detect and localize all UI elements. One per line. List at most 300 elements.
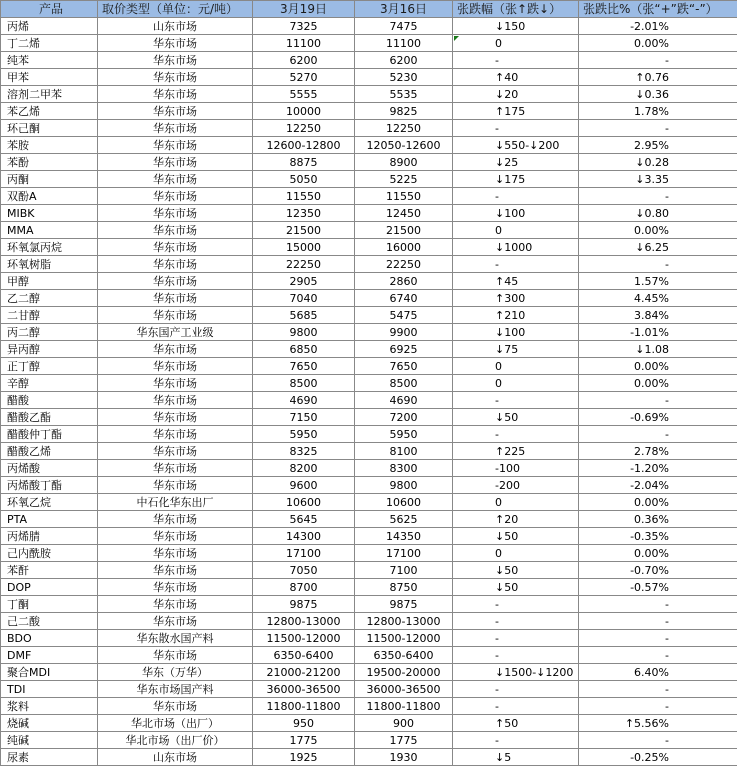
cell-price-previous[interactable]: 1930 [355, 749, 453, 766]
cell-product[interactable]: BDO [1, 630, 98, 647]
cell-product[interactable]: DOP [1, 579, 98, 596]
cell-price-current[interactable]: 8200 [253, 460, 355, 477]
table-row [1, 137, 737, 154]
cell-change-pct[interactable]: - [579, 732, 737, 749]
cell-change[interactable]: - [453, 426, 579, 443]
cell-market[interactable]: 华东市场 [98, 273, 253, 290]
cell-change[interactable]: - [453, 613, 579, 630]
cell-price-current[interactable]: 950 [253, 715, 355, 732]
cell-product[interactable]: 环氧氯丙烷 [1, 239, 98, 256]
cell-change[interactable]: ↓150 [453, 18, 579, 35]
cell-product[interactable]: 异丙醇 [1, 341, 98, 358]
cell-market[interactable]: 华东市场 [98, 613, 253, 630]
cell-price-current[interactable]: 21000-21200 [253, 664, 355, 681]
cell-product[interactable]: 丙酮 [1, 171, 98, 188]
table-row [1, 630, 737, 647]
cell-change[interactable]: 0 [453, 222, 579, 239]
cell-product[interactable]: 醋酸乙酯 [1, 409, 98, 426]
header-change-pct[interactable]: 张跌比%（张“+”跌“-”） [579, 1, 737, 18]
cell-change-pct[interactable]: 2.78% [579, 443, 737, 460]
cell-change[interactable]: - [453, 681, 579, 698]
cell-change[interactable]: ↓5 [453, 749, 579, 766]
cell-price-previous[interactable]: 1775 [355, 732, 453, 749]
cell-product[interactable]: 溶剂二甲苯 [1, 86, 98, 103]
cell-market[interactable]: 华东市场 [98, 477, 253, 494]
cell-change-pct[interactable]: 0.00% [579, 375, 737, 392]
cell-change[interactable]: - [453, 698, 579, 715]
cell-change-pct[interactable]: -1.01% [579, 324, 737, 341]
cell-change[interactable]: ↑40 [453, 69, 579, 86]
cell-change-pct[interactable]: - [579, 630, 737, 647]
cell-market[interactable]: 华东市场 [98, 239, 253, 256]
cell-market[interactable]: 华东市场 [98, 443, 253, 460]
cell-price-previous[interactable]: 2860 [355, 273, 453, 290]
cell-price-current[interactable]: 8500 [253, 375, 355, 392]
table-row [1, 324, 737, 341]
cell-market[interactable]: 华东市场 [98, 205, 253, 222]
cell-product[interactable]: 苯胺 [1, 137, 98, 154]
cell-market[interactable]: 华东市场 [98, 341, 253, 358]
cell-change[interactable]: ↑20 [453, 511, 579, 528]
cell-price-previous[interactable]: 900 [355, 715, 453, 732]
cell-price-previous[interactable]: 8900 [355, 154, 453, 171]
cell-change[interactable]: ↓50 [453, 562, 579, 579]
cell-product[interactable]: 二甘醇 [1, 307, 98, 324]
cell-market[interactable]: 华东市场 [98, 120, 253, 137]
cell-price-current[interactable]: 36000-36500 [253, 681, 355, 698]
cell-product[interactable]: 己内酰胺 [1, 545, 98, 562]
cell-market[interactable]: 华东市场 [98, 409, 253, 426]
cell-market[interactable]: 山东市场 [98, 749, 253, 766]
table-row [1, 647, 737, 664]
table-row [1, 120, 737, 137]
cell-price-current[interactable]: 12800-13000 [253, 613, 355, 630]
cell-price-current[interactable]: 6850 [253, 341, 355, 358]
cell-price-previous[interactable]: 16000 [355, 239, 453, 256]
cell-product[interactable]: 丙烯腈 [1, 528, 98, 545]
header-row [1, 1, 737, 18]
cell-price-previous[interactable]: 7475 [355, 18, 453, 35]
cell-price-previous[interactable]: 11100 [355, 35, 453, 52]
cell-price-previous[interactable]: 11800-11800 [355, 698, 453, 715]
cell-change-pct[interactable]: - [579, 681, 737, 698]
cell-change-pct[interactable]: 6.40% [579, 664, 737, 681]
cell-price-current[interactable]: 5270 [253, 69, 355, 86]
cell-market[interactable]: 华东市场 [98, 647, 253, 664]
table-row [1, 52, 737, 69]
cell-product[interactable]: 烧碱 [1, 715, 98, 732]
header-change[interactable]: 张跌幅（张↑跌↓） [453, 1, 579, 18]
cell-change[interactable]: ↓100 [453, 324, 579, 341]
cell-change-pct[interactable]: ↓0.36 [579, 86, 737, 103]
cell-change[interactable]: - [453, 52, 579, 69]
cell-price-current[interactable]: 7325 [253, 18, 355, 35]
cell-change-pct[interactable]: -0.69% [579, 409, 737, 426]
cell-price-previous[interactable]: 7100 [355, 562, 453, 579]
cell-change-pct[interactable]: - [579, 647, 737, 664]
cell-market[interactable]: 华东市场 [98, 528, 253, 545]
cell-change-pct[interactable]: 0.00% [579, 545, 737, 562]
table-row [1, 69, 737, 86]
cell-product[interactable]: 丙烯酸 [1, 460, 98, 477]
cell-change[interactable]: ↓100 [453, 205, 579, 222]
cell-price-current[interactable]: 17100 [253, 545, 355, 562]
cell-market[interactable]: 华东市场国产料 [98, 681, 253, 698]
table-body [1, 18, 737, 766]
cell-price-current[interactable]: 5555 [253, 86, 355, 103]
cell-price-previous[interactable]: 5225 [355, 171, 453, 188]
cell-price-current[interactable]: 8700 [253, 579, 355, 596]
cell-market[interactable]: 华东市场 [98, 137, 253, 154]
cell-change-pct[interactable]: 3.84% [579, 307, 737, 324]
cell-change-pct[interactable]: - [579, 256, 737, 273]
cell-price-current[interactable]: 15000 [253, 239, 355, 256]
cell-market[interactable]: 华东市场 [98, 154, 253, 171]
cell-comment-marker [454, 36, 459, 41]
cell-change-pct[interactable]: -1.20% [579, 460, 737, 477]
cell-change[interactable]: - [453, 188, 579, 205]
cell-market[interactable]: 华东市场 [98, 171, 253, 188]
cell-change[interactable]: - [453, 392, 579, 409]
cell-change[interactable]: ↓175 [453, 171, 579, 188]
cell-price-previous[interactable]: 17100 [355, 545, 453, 562]
cell-change-pct[interactable]: - [579, 120, 737, 137]
cell-market[interactable]: 华东市场 [98, 52, 253, 69]
cell-product[interactable]: 环己酮 [1, 120, 98, 137]
cell-change-pct[interactable]: 1.78% [579, 103, 737, 120]
cell-product[interactable]: 甲苯 [1, 69, 98, 86]
cell-product[interactable]: 浆料 [1, 698, 98, 715]
cell-change-pct[interactable]: 4.45% [579, 290, 737, 307]
cell-product[interactable]: 聚合MDI [1, 664, 98, 681]
cell-price-current[interactable]: 8875 [253, 154, 355, 171]
cell-price-previous[interactable]: 6740 [355, 290, 453, 307]
cell-product[interactable]: DMF [1, 647, 98, 664]
cell-market[interactable]: 华东市场 [98, 358, 253, 375]
cell-price-current[interactable]: 12350 [253, 205, 355, 222]
cell-price-current[interactable]: 11500-12000 [253, 630, 355, 647]
cell-change-pct[interactable]: -0.57% [579, 579, 737, 596]
cell-product[interactable]: 环氧树脂 [1, 256, 98, 273]
cell-change-pct[interactable]: - [579, 613, 737, 630]
table-row [1, 35, 737, 52]
header-price-type[interactable]: 取价类型（单位：元/吨） [98, 1, 253, 18]
cell-price-previous[interactable]: 19500-20000 [355, 664, 453, 681]
table-row [1, 579, 737, 596]
table-row [1, 545, 737, 562]
cell-market[interactable]: 中石化华东出厂 [98, 494, 253, 511]
cell-price-previous[interactable]: 12250 [355, 120, 453, 137]
cell-product[interactable]: 苯酚 [1, 154, 98, 171]
cell-market[interactable]: 华东（万华） [98, 664, 253, 681]
cell-market[interactable]: 华东市场 [98, 256, 253, 273]
cell-change[interactable]: - [453, 647, 579, 664]
table-row [1, 273, 737, 290]
cell-price-previous[interactable]: 14350 [355, 528, 453, 545]
cell-product[interactable]: 己二酸 [1, 613, 98, 630]
cell-price-previous[interactable]: 8100 [355, 443, 453, 460]
cell-price-previous[interactable]: 10600 [355, 494, 453, 511]
cell-change-pct[interactable]: - [579, 52, 737, 69]
cell-price-previous[interactable]: 6925 [355, 341, 453, 358]
cell-product[interactable]: 醋酸 [1, 392, 98, 409]
cell-change-pct[interactable]: 0.00% [579, 494, 737, 511]
cell-change[interactable]: - [453, 596, 579, 613]
cell-change[interactable]: ↑45 [453, 273, 579, 290]
cell-product[interactable]: 乙二醇 [1, 290, 98, 307]
cell-price-previous[interactable]: 8500 [355, 375, 453, 392]
cell-change[interactable]: ↓1500-↓1200 [453, 664, 579, 681]
cell-product[interactable]: 双酚A [1, 188, 98, 205]
table-row [1, 443, 737, 460]
cell-price-current[interactable]: 12600-12800 [253, 137, 355, 154]
cell-change[interactable]: ↓75 [453, 341, 579, 358]
cell-change[interactable]: ↑225 [453, 443, 579, 460]
cell-change[interactable]: ↑210 [453, 307, 579, 324]
cell-price-previous[interactable]: 5535 [355, 86, 453, 103]
cell-market[interactable]: 华东市场 [98, 426, 253, 443]
cell-market[interactable]: 山东市场 [98, 18, 253, 35]
cell-price-previous[interactable]: 5625 [355, 511, 453, 528]
cell-price-previous[interactable]: 9900 [355, 324, 453, 341]
cell-change-pct[interactable]: 0.00% [579, 222, 737, 239]
cell-product[interactable]: 丙烯酸丁酯 [1, 477, 98, 494]
cell-market[interactable]: 华东市场 [98, 579, 253, 596]
cell-product[interactable]: 辛醇 [1, 375, 98, 392]
cell-price-current[interactable]: 22250 [253, 256, 355, 273]
cell-change[interactable]: - [453, 256, 579, 273]
cell-change-pct[interactable]: -0.35% [579, 528, 737, 545]
cell-price-previous[interactable]: 12800-13000 [355, 613, 453, 630]
cell-price-current[interactable]: 8325 [253, 443, 355, 460]
cell-price-previous[interactable]: 11550 [355, 188, 453, 205]
cell-product[interactable]: 甲醇 [1, 273, 98, 290]
cell-price-current[interactable]: 10600 [253, 494, 355, 511]
cell-change[interactable]: ↓20 [453, 86, 579, 103]
cell-market[interactable]: 华东市场 [98, 392, 253, 409]
cell-product[interactable]: 醋酸仲丁酯 [1, 426, 98, 443]
table-row [1, 715, 737, 732]
cell-change[interactable]: ↓550-↓200 [453, 137, 579, 154]
table-row [1, 681, 737, 698]
cell-change-pct[interactable]: -0.70% [579, 562, 737, 579]
cell-price-current[interactable]: 6200 [253, 52, 355, 69]
cell-market[interactable]: 华北市场（出厂） [98, 715, 253, 732]
cell-change-pct[interactable]: ↓0.28 [579, 154, 737, 171]
cell-price-current[interactable]: 7040 [253, 290, 355, 307]
cell-product[interactable]: 尿素 [1, 749, 98, 766]
cell-market[interactable]: 华东市场 [98, 86, 253, 103]
cell-change-pct[interactable]: ↓1.08 [579, 341, 737, 358]
cell-change[interactable]: ↓25 [453, 154, 579, 171]
cell-price-previous[interactable]: 11500-12000 [355, 630, 453, 647]
cell-market[interactable]: 华东市场 [98, 511, 253, 528]
cell-price-current[interactable]: 12250 [253, 120, 355, 137]
cell-change-pct[interactable]: - [579, 188, 737, 205]
cell-price-previous[interactable]: 12450 [355, 205, 453, 222]
cell-price-current[interactable]: 9875 [253, 596, 355, 613]
cell-change-pct[interactable]: -2.04% [579, 477, 737, 494]
cell-change-pct[interactable]: 2.95% [579, 137, 737, 154]
cell-price-previous[interactable]: 6350-6400 [355, 647, 453, 664]
cell-product[interactable]: 环氧乙烷 [1, 494, 98, 511]
cell-market[interactable]: 华东市场 [98, 222, 253, 239]
cell-price-current[interactable]: 5050 [253, 171, 355, 188]
cell-change-pct[interactable]: -2.01% [579, 18, 737, 35]
cell-change-pct[interactable]: ↓6.25 [579, 239, 737, 256]
cell-change[interactable]: 0 [453, 358, 579, 375]
cell-product[interactable]: 丙二醇 [1, 324, 98, 341]
cell-price-current[interactable]: 11550 [253, 188, 355, 205]
cell-product[interactable]: MIBK [1, 205, 98, 222]
cell-product[interactable]: 苯乙烯 [1, 103, 98, 120]
cell-market[interactable]: 华东市场 [98, 698, 253, 715]
table-row [1, 375, 737, 392]
table-row [1, 494, 737, 511]
cell-product[interactable]: 苯酐 [1, 562, 98, 579]
cell-price-current[interactable]: 9600 [253, 477, 355, 494]
header-date-1[interactable]: 3月19日 [253, 1, 355, 18]
cell-change-pct[interactable]: ↓3.35 [579, 171, 737, 188]
cell-market[interactable]: 华东市场 [98, 460, 253, 477]
cell-change-pct[interactable]: - [579, 426, 737, 443]
cell-change[interactable]: ↓50 [453, 579, 579, 596]
cell-market[interactable]: 华东市场 [98, 188, 253, 205]
cell-product[interactable]: 丙烯 [1, 18, 98, 35]
table-row [1, 358, 737, 375]
cell-product[interactable]: 醋酸乙烯 [1, 443, 98, 460]
cell-product[interactable]: TDI [1, 681, 98, 698]
cell-change-pct[interactable]: 1.57% [579, 273, 737, 290]
cell-product[interactable]: PTA [1, 511, 98, 528]
cell-change-pct[interactable]: ↑0.76 [579, 69, 737, 86]
cell-change[interactable]: 0 [453, 545, 579, 562]
cell-change[interactable]: ↓50 [453, 528, 579, 545]
header-product[interactable]: 产品 [1, 1, 98, 18]
cell-market[interactable]: 华东市场 [98, 375, 253, 392]
cell-price-previous[interactable]: 9875 [355, 596, 453, 613]
cell-change[interactable]: ↑300 [453, 290, 579, 307]
header-date-2[interactable]: 3月16日 [355, 1, 453, 18]
table-row [1, 664, 737, 681]
cell-product[interactable]: MMA [1, 222, 98, 239]
table-row [1, 256, 737, 273]
cell-change[interactable]: ↓1000 [453, 239, 579, 256]
cell-market[interactable]: 华东国产工业级 [98, 324, 253, 341]
cell-change[interactable]: - [453, 120, 579, 137]
cell-change[interactable]: 0 [453, 494, 579, 511]
cell-price-previous[interactable]: 5230 [355, 69, 453, 86]
cell-price-current[interactable]: 7050 [253, 562, 355, 579]
cell-price-previous[interactable]: 22250 [355, 256, 453, 273]
cell-price-current[interactable]: 5950 [253, 426, 355, 443]
cell-change-pct[interactable]: ↓0.80 [579, 205, 737, 222]
cell-change[interactable]: ↓50 [453, 409, 579, 426]
cell-change-pct[interactable]: 0.00% [579, 358, 737, 375]
cell-price-current[interactable]: 5685 [253, 307, 355, 324]
cell-price-previous[interactable]: 9825 [355, 103, 453, 120]
cell-market[interactable]: 华东市场 [98, 35, 253, 52]
table-row [1, 613, 737, 630]
cell-market[interactable]: 华东散水国产料 [98, 630, 253, 647]
cell-market[interactable]: 华北市场（出厂价） [98, 732, 253, 749]
cell-change-pct[interactable]: - [579, 392, 737, 409]
cell-change-pct[interactable]: - [579, 698, 737, 715]
cell-price-current[interactable]: 5645 [253, 511, 355, 528]
cell-price-previous[interactable]: 7650 [355, 358, 453, 375]
cell-change[interactable]: ↑175 [453, 103, 579, 120]
cell-market[interactable]: 华东市场 [98, 69, 253, 86]
cell-price-current[interactable]: 6350-6400 [253, 647, 355, 664]
cell-price-current[interactable]: 7650 [253, 358, 355, 375]
cell-product[interactable]: 丁酮 [1, 596, 98, 613]
table-row [1, 290, 737, 307]
cell-price-current[interactable]: 7150 [253, 409, 355, 426]
cell-price-current[interactable]: 2905 [253, 273, 355, 290]
cell-price-previous[interactable]: 5950 [355, 426, 453, 443]
cell-price-previous[interactable]: 21500 [355, 222, 453, 239]
cell-price-previous[interactable]: 36000-36500 [355, 681, 453, 698]
cell-change[interactable]: -100 [453, 460, 579, 477]
cell-price-current[interactable]: 1925 [253, 749, 355, 766]
cell-product[interactable]: 正丁醇 [1, 358, 98, 375]
cell-change-pct[interactable]: 0.00% [579, 35, 737, 52]
cell-price-previous[interactable]: 8300 [355, 460, 453, 477]
cell-market[interactable]: 华东市场 [98, 562, 253, 579]
cell-market[interactable]: 华东市场 [98, 103, 253, 120]
cell-change[interactable]: - [453, 630, 579, 647]
table-row [1, 749, 737, 766]
cell-product[interactable]: 丁二烯 [1, 35, 98, 52]
cell-price-current[interactable]: 1775 [253, 732, 355, 749]
cell-change[interactable]: -200 [453, 477, 579, 494]
cell-price-previous[interactable]: 7200 [355, 409, 453, 426]
cell-price-current[interactable]: 9800 [253, 324, 355, 341]
cell-price-previous[interactable]: 4690 [355, 392, 453, 409]
cell-change[interactable]: ↑50 [453, 715, 579, 732]
cell-price-current[interactable]: 10000 [253, 103, 355, 120]
cell-price-current[interactable]: 11800-11800 [253, 698, 355, 715]
cell-change-pct[interactable]: - [579, 596, 737, 613]
table-row [1, 171, 737, 188]
cell-market[interactable]: 华东市场 [98, 307, 253, 324]
cell-change-pct[interactable]: 0.36% [579, 511, 737, 528]
cell-price-current[interactable]: 14300 [253, 528, 355, 545]
cell-price-previous[interactable]: 12050-12600 [355, 137, 453, 154]
cell-change[interactable]: 0 [453, 375, 579, 392]
table-row [1, 307, 737, 324]
cell-market[interactable]: 华东市场 [98, 545, 253, 562]
table-row [1, 477, 737, 494]
cell-price-current[interactable]: 11100 [253, 35, 355, 52]
cell-price-current[interactable]: 4690 [253, 392, 355, 409]
cell-change-pct[interactable]: -0.25% [579, 749, 737, 766]
cell-price-previous[interactable]: 6200 [355, 52, 453, 69]
cell-market[interactable]: 华东市场 [98, 290, 253, 307]
cell-change[interactable]: 0 [453, 35, 579, 52]
cell-market[interactable]: 华东市场 [98, 596, 253, 613]
cell-change[interactable]: - [453, 732, 579, 749]
cell-price-previous[interactable]: 5475 [355, 307, 453, 324]
table-row [1, 732, 737, 749]
table-row [1, 154, 737, 171]
cell-product[interactable]: 纯苯 [1, 52, 98, 69]
cell-price-previous[interactable]: 8750 [355, 579, 453, 596]
cell-price-previous[interactable]: 9800 [355, 477, 453, 494]
cell-price-current[interactable]: 21500 [253, 222, 355, 239]
cell-change-pct[interactable]: ↑5.56% [579, 715, 737, 732]
cell-product[interactable]: 纯碱 [1, 732, 98, 749]
